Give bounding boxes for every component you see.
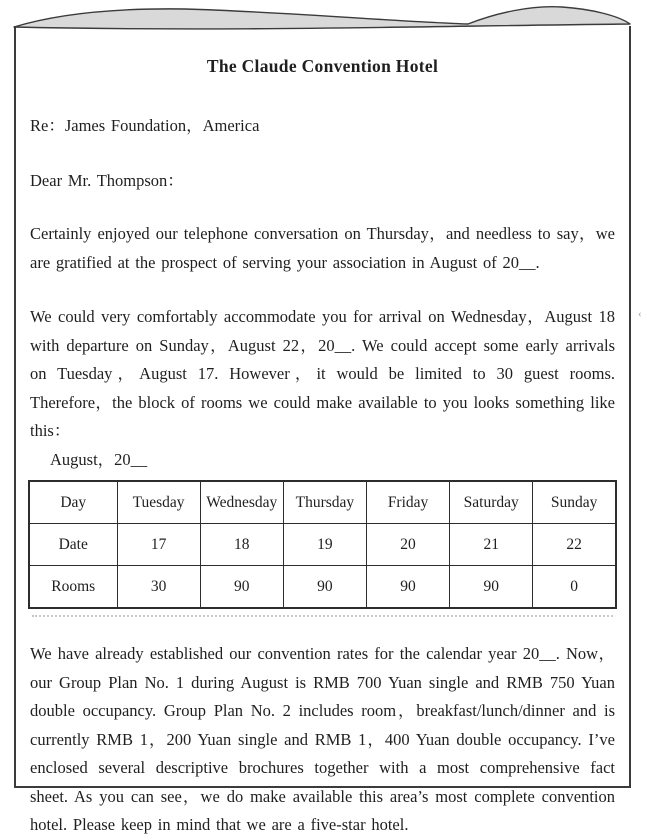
room-block-table <box>28 480 617 609</box>
table-cell: 19 <box>283 524 366 566</box>
table-cell: 18 <box>200 524 283 566</box>
table-cell: Day <box>29 481 117 524</box>
paragraph-1: Certainly enjoyed our telephone conversation on Thursday，and needless to say，we are gratified at the prospect of serving your association in August of 20__. <box>30 224 615 272</box>
letter-title: The Claude Convention Hotel <box>206 56 439 76</box>
table-cell: Wednesday <box>200 481 283 524</box>
table-cell: 21 <box>450 524 533 566</box>
letter-page <box>14 26 631 834</box>
table-cell: 90 <box>200 566 283 609</box>
table-row-rooms <box>29 566 616 609</box>
table-cell: Sunday <box>533 481 616 524</box>
reference-line: Re：James Foundation，America <box>30 116 260 135</box>
table-cell: 90 <box>366 566 449 609</box>
table-cell: 30 <box>117 566 200 609</box>
table-cell: 22 <box>533 524 616 566</box>
table-cell: Tuesday <box>117 481 200 524</box>
table-cell: Date <box>29 524 117 566</box>
scan-speck-mark: ‹ <box>638 308 642 320</box>
salutation-line: Dear Mr. Thompson： <box>30 170 184 190</box>
table-cell: Thursday <box>283 481 366 524</box>
table-caption: August，20__ <box>50 449 148 469</box>
table-cell: Friday <box>366 481 449 524</box>
table-cell: 90 <box>450 566 533 609</box>
paragraph-2: We could very comfortably accommodate you for arrival on Wednesday，August 18 with departure on Sunday，August 22，20__. We could accept some early arrivals on Tuesday，August 17. However，it would be limited to 30 guest rooms. Therefore，the block of rooms we could make available to you looks something like this： <box>30 307 615 440</box>
table-cell: 90 <box>283 566 366 609</box>
scan-ghost-dotted-line <box>32 615 613 617</box>
table-row-date <box>29 524 616 566</box>
table-cell: Rooms <box>29 566 117 609</box>
torn-page-edge <box>0 0 647 44</box>
table-cell: Saturday <box>450 481 533 524</box>
table-cell: 20 <box>366 524 449 566</box>
table-cell: 17 <box>117 524 200 566</box>
table-row-day <box>29 481 616 524</box>
table-cell: 0 <box>533 566 616 609</box>
paragraph-3: We have already established our convention rates for the calendar year 20__. Now，our Group Plan No. 1 during August is RMB 700 Yuan single and RMB 750 Yuan double occupancy. Group Plan No. 2 includes room，breakfast/lunch/dinner and is currently RMB 1，200 Yuan single and RMB 1，400 Yuan double occupancy. I’ve enclosed several descriptive brochures together with a most comprehensive fact sheet. As you can see，we do make available this area’s most complete convention hotel. Please keep in mind that we are a five-star hotel. <box>30 644 615 834</box>
